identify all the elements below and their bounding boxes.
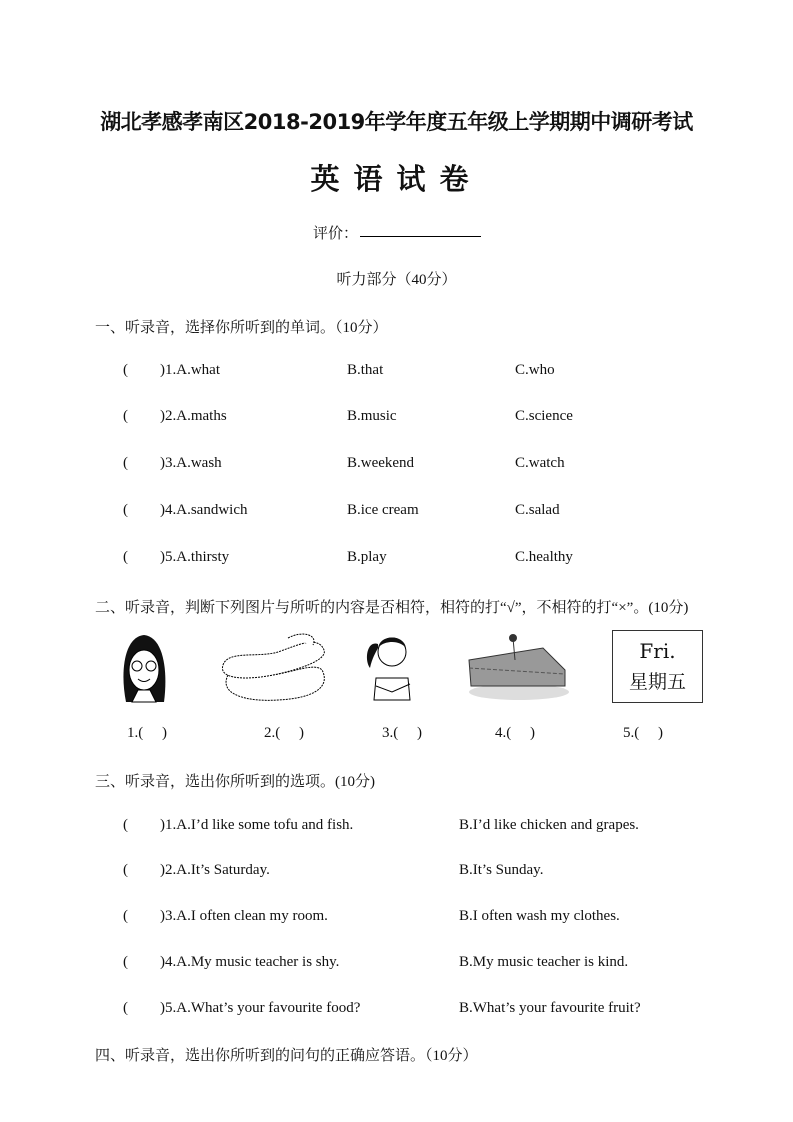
section3-heading: 三、听录音，选出你所听到的选项。(10分) <box>95 774 375 790</box>
answer-blank-5[interactable]: 5.( ) <box>623 725 663 741</box>
answer-bracket[interactable]: ( <box>123 862 128 878</box>
rating-blank-line[interactable] <box>360 236 481 237</box>
option-b: B.play <box>347 549 387 565</box>
answer-blank-2[interactable]: 2.( ) <box>264 725 304 741</box>
answer-bracket[interactable]: ( <box>123 908 128 924</box>
listening-part-heading: 听力部分（40分） <box>336 272 457 288</box>
woman-with-glasses-picture <box>118 632 170 704</box>
friday-card-english: Fri. <box>639 639 676 663</box>
option-a: )5.A.thirsty <box>160 549 230 565</box>
option-b: B.music <box>347 408 397 424</box>
option-a: )2.A.maths <box>160 408 227 424</box>
friday-card-chinese: 星期五 <box>628 671 686 693</box>
option-b: B.I’d like chicken and grapes. <box>459 817 639 833</box>
answer-blank-1[interactable]: 1.( ) <box>127 725 167 741</box>
friday-card <box>612 630 703 703</box>
exam-subtitle: 英语试卷 <box>310 162 483 196</box>
hot-dog-picture <box>218 630 330 704</box>
option-b: B.My music teacher is kind. <box>459 954 629 970</box>
option-b: B.I often wash my clothes. <box>459 908 620 924</box>
answer-bracket[interactable]: ( <box>123 549 128 565</box>
option-c: C.who <box>515 362 555 378</box>
rating-label: 评价： <box>313 226 359 242</box>
section1-heading: 一、听录音，选择你所听到的单词。（10分） <box>95 320 388 336</box>
option-b: B.What’s your favourite fruit? <box>459 1000 641 1016</box>
answer-bracket[interactable]: ( <box>123 1000 128 1016</box>
answer-blank-4[interactable]: 4.( ) <box>495 725 535 741</box>
answer-bracket[interactable]: ( <box>123 362 128 378</box>
section4-heading: 四、听录音，选出你所听到的问句的正确应答语。（10分） <box>95 1048 478 1064</box>
answer-blank-3[interactable]: 3.( ) <box>382 725 422 741</box>
option-c: C.salad <box>515 502 560 518</box>
option-a: )4.A.sandwich <box>160 502 248 518</box>
option-a: )1.A.what <box>160 362 220 378</box>
answer-bracket[interactable]: ( <box>123 954 128 970</box>
option-a: )1.A.I’d like some tofu and fish. <box>160 817 354 833</box>
option-c: C.healthy <box>515 549 573 565</box>
exam-title: 湖北孝感孝南区2018-2019年学年度五年级上学期期中调研考试 <box>100 110 693 134</box>
option-a: )5.A.What’s your favourite food? <box>160 1000 361 1016</box>
sandwich-picture <box>465 630 573 702</box>
section2-heading: 二、听录音，判断下列图片与所听的内容是否相符，相符的打“√”，不相符的打“×”。(10分) <box>95 600 689 616</box>
answer-bracket[interactable]: ( <box>123 455 128 471</box>
option-b: B.that <box>347 362 384 378</box>
option-b: B.weekend <box>347 455 415 471</box>
answer-bracket[interactable]: ( <box>123 502 128 518</box>
girl-reading-picture <box>362 630 418 704</box>
option-b: B.It’s Sunday. <box>459 862 544 878</box>
option-c: C.science <box>515 408 573 424</box>
option-b: B.ice cream <box>347 502 419 518</box>
answer-bracket[interactable]: ( <box>123 817 128 833</box>
option-a: )4.A.My music teacher is shy. <box>160 954 340 970</box>
option-a: )3.A.I often clean my room. <box>160 908 328 924</box>
option-a: )3.A.wash <box>160 455 222 471</box>
answer-bracket[interactable]: ( <box>123 408 128 424</box>
option-a: )2.A.It’s Saturday. <box>160 862 270 878</box>
option-c: C.watch <box>515 455 565 471</box>
